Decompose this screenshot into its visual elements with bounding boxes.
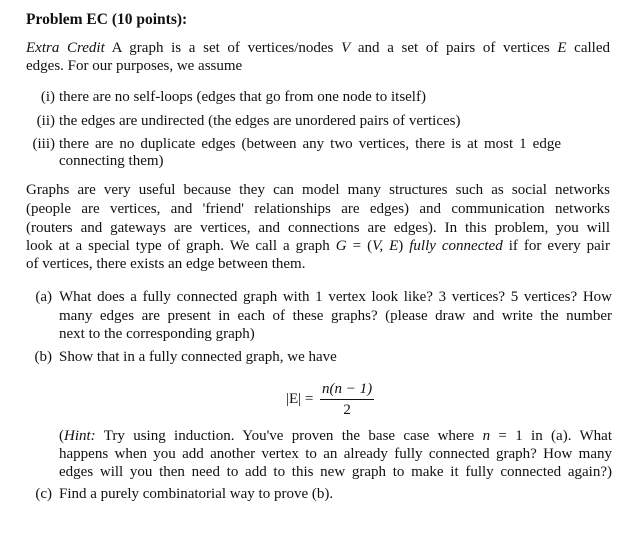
- text-segment: and a set of pairs of vertices: [350, 40, 558, 56]
- text-segment: Hint:: [64, 428, 96, 444]
- text-segment: Find a purely combinatorial way to prove (b).: [59, 486, 334, 502]
- text-segment: edges will you then need to add to this new graph to make it fully connected again?): [59, 464, 612, 480]
- formula-fraction: [320, 379, 374, 420]
- paragraph-line: [26, 200, 610, 218]
- part-label: (c): [35, 486, 52, 502]
- text-segment: there are no self-loops (edges that go from one node to itself): [59, 89, 426, 105]
- text-segment: Graphs are very useful because they can model many structures such as social networks: [26, 182, 610, 198]
- formula-numerator: n(n − 1): [320, 379, 374, 400]
- text-segment: next to the corresponding graph): [59, 326, 255, 342]
- part-line: [59, 288, 612, 306]
- text-segment: happens when you add another vertex to an already fully connected graph? How many: [59, 446, 612, 462]
- text-segment: called: [566, 40, 610, 56]
- text-segment: = 1 in (a). What: [490, 428, 612, 444]
- text-segment: many edges are present in each of these graphs? (please draw and write the number: [59, 308, 612, 324]
- formula-lhs: |E| =: [286, 391, 314, 407]
- hint-line: [59, 427, 612, 445]
- assumption-label: (iii): [32, 136, 55, 152]
- paragraph-line: [26, 181, 610, 199]
- text-segment: Extra Credit: [26, 40, 105, 56]
- assumption-line: [59, 112, 460, 130]
- part-line: [59, 485, 333, 503]
- text-segment: (routers and gateways are vertices, and connections are edges). In this problem, you will: [26, 220, 610, 236]
- text-segment: = (: [346, 238, 373, 254]
- paragraph-line: [26, 255, 305, 273]
- formula-denominator: 2: [343, 402, 351, 418]
- text-segment: ): [398, 238, 410, 254]
- hint-line: [59, 463, 612, 481]
- problem-title: Problem EC (10 points):: [26, 11, 188, 28]
- text-segment: (people are vertices, and 'friend' relationships are edges) and communication networks: [26, 201, 610, 217]
- text-segment: edges. For our purposes, we assume: [26, 58, 243, 74]
- assumption-line: [59, 88, 426, 106]
- text-segment: Try using induction. You've proven the base case where: [95, 428, 483, 444]
- text-segment: the edges are undirected (the edges are unordered pairs of vertices): [59, 113, 461, 129]
- text-segment: if for every pair: [502, 238, 610, 254]
- text-segment: look at a special type of graph. We call a graph: [26, 238, 336, 254]
- intro-line: [26, 57, 242, 75]
- text-segment: V, E: [372, 238, 399, 254]
- text-segment: What does a fully connected graph with 1 vertex look like? 3 vertices? 5 vertices? How: [59, 289, 612, 305]
- text-segment: (: [59, 428, 64, 444]
- assumption-label: (i): [40, 89, 55, 105]
- assumption-line: [59, 152, 164, 170]
- assumption-line: [59, 135, 561, 153]
- intro-line: [26, 39, 610, 57]
- text-segment: n: [482, 428, 491, 444]
- text-segment: Show that in a fully connected graph, we have: [59, 349, 337, 365]
- text-segment: E: [557, 40, 567, 56]
- part-line: [59, 348, 337, 366]
- assumption-label: (ii): [36, 113, 55, 129]
- part-line: [59, 307, 612, 325]
- text-segment: V: [341, 40, 351, 56]
- part-label: (a): [35, 289, 52, 305]
- part-line: [59, 325, 255, 343]
- text-segment: G: [335, 238, 347, 254]
- text-segment: there are no duplicate edges (between any two vertices, there is at most 1 edge: [59, 136, 561, 152]
- text-segment: of vertices, there exists an edge between them.: [26, 256, 306, 272]
- text-segment: connecting them): [59, 153, 164, 169]
- paragraph-line: [26, 219, 610, 237]
- text-segment: fully connected: [409, 238, 503, 254]
- text-segment: A graph is a set of vertices/nodes: [104, 40, 342, 56]
- part-label: (b): [34, 349, 52, 365]
- hint-line: [59, 445, 612, 463]
- paragraph-line: [26, 237, 610, 255]
